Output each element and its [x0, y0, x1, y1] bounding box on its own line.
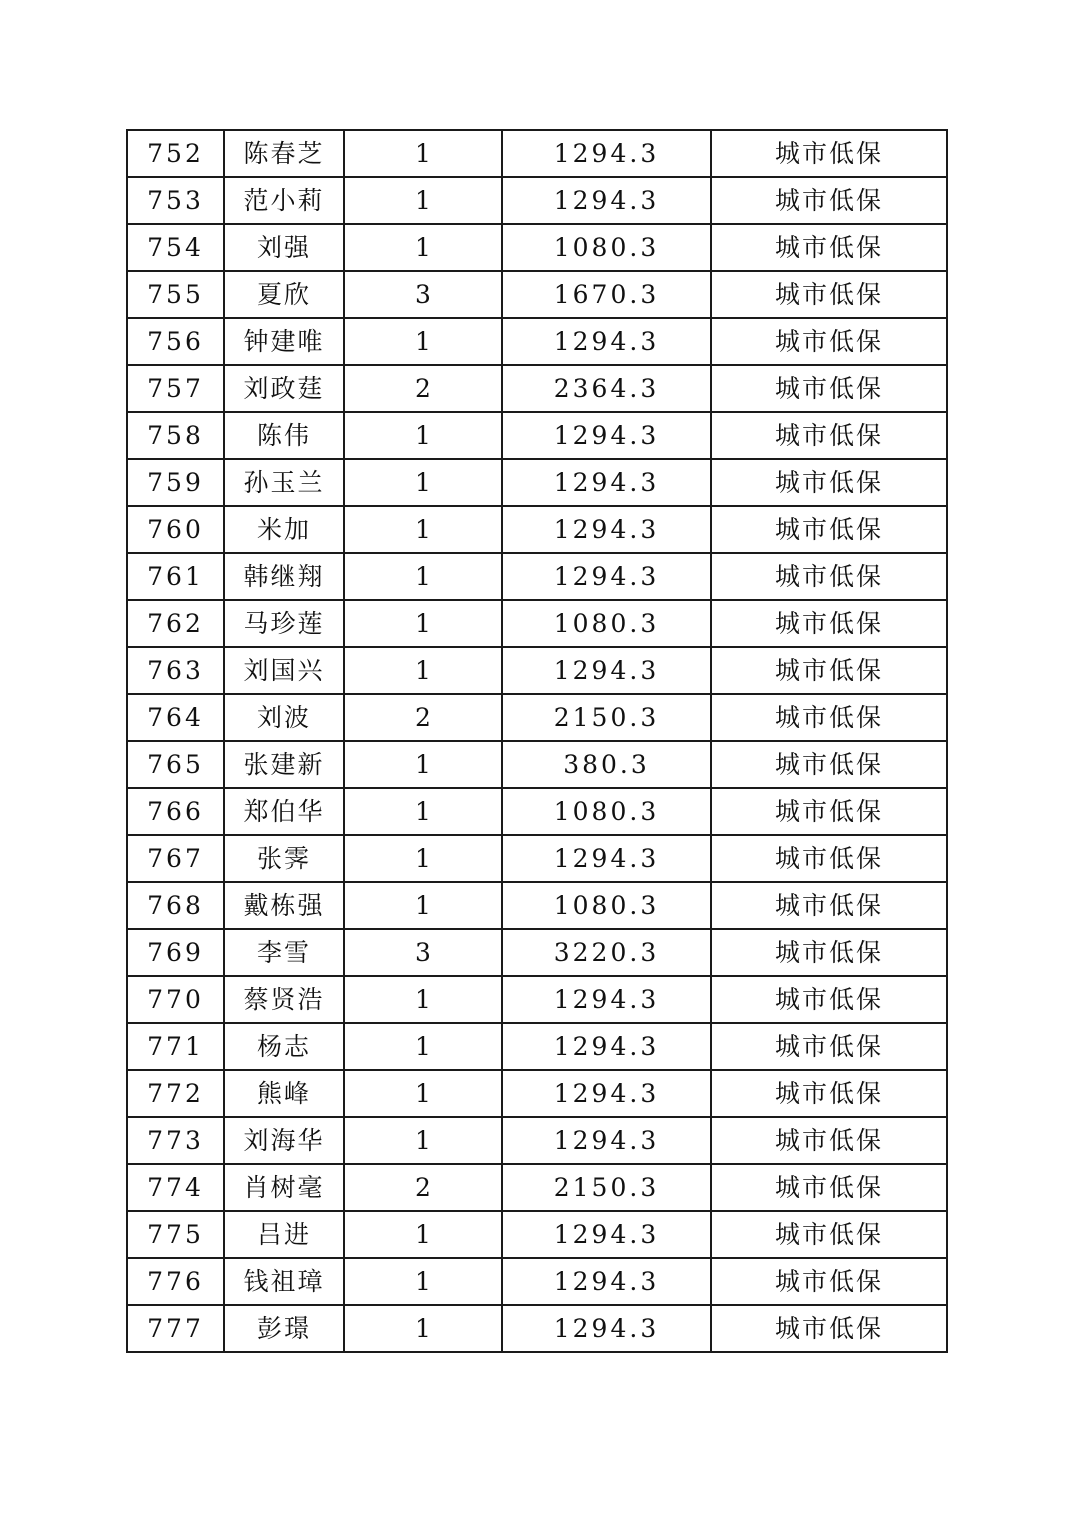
serial-number-cell: 757: [127, 365, 224, 412]
amount-cell: 1294.3: [502, 553, 711, 600]
household-size-cell: 1: [344, 177, 502, 224]
name-cell: 孙玉兰: [224, 459, 344, 506]
name-cell: 杨志: [224, 1023, 344, 1070]
amount-cell: 1294.3: [502, 318, 711, 365]
amount-cell: 1294.3: [502, 177, 711, 224]
serial-number-cell: 765: [127, 741, 224, 788]
table-row: [127, 365, 947, 412]
household-size-cell: 1: [344, 1305, 502, 1352]
serial-number-cell: 753: [127, 177, 224, 224]
table-row: [127, 976, 947, 1023]
serial-number-cell: 764: [127, 694, 224, 741]
name-cell: 刘政莛: [224, 365, 344, 412]
amount-cell: 3220.3: [502, 929, 711, 976]
household-size-cell: 3: [344, 929, 502, 976]
household-size-cell: 1: [344, 647, 502, 694]
amount-cell: 1294.3: [502, 130, 711, 177]
table-row: [127, 835, 947, 882]
name-cell: 张霁: [224, 835, 344, 882]
name-cell: 陈伟: [224, 412, 344, 459]
name-cell: 刘海华: [224, 1117, 344, 1164]
assistance-type-cell: 城市低保: [711, 835, 947, 882]
serial-number-cell: 756: [127, 318, 224, 365]
amount-cell: 1080.3: [502, 600, 711, 647]
amount-cell: 1080.3: [502, 224, 711, 271]
beneficiary-table: [126, 129, 948, 1353]
amount-cell: 1294.3: [502, 1258, 711, 1305]
amount-cell: 2150.3: [502, 694, 711, 741]
name-cell: 米加: [224, 506, 344, 553]
amount-cell: 2150.3: [502, 1164, 711, 1211]
assistance-type-cell: 城市低保: [711, 976, 947, 1023]
household-size-cell: 1: [344, 882, 502, 929]
table-row: [127, 318, 947, 365]
amount-cell: 380.3: [502, 741, 711, 788]
amount-cell: 1080.3: [502, 882, 711, 929]
name-cell: 郑伯华: [224, 788, 344, 835]
household-size-cell: 3: [344, 271, 502, 318]
serial-number-cell: 769: [127, 929, 224, 976]
name-cell: 李雪: [224, 929, 344, 976]
name-cell: 戴栋强: [224, 882, 344, 929]
serial-number-cell: 760: [127, 506, 224, 553]
table-row: [127, 1305, 947, 1352]
household-size-cell: 1: [344, 412, 502, 459]
serial-number-cell: 754: [127, 224, 224, 271]
household-size-cell: 1: [344, 741, 502, 788]
household-size-cell: 1: [344, 1023, 502, 1070]
table-row: [127, 459, 947, 506]
serial-number-cell: 771: [127, 1023, 224, 1070]
amount-cell: 1294.3: [502, 1305, 711, 1352]
table-row: [127, 271, 947, 318]
table-row: [127, 600, 947, 647]
amount-cell: 1080.3: [502, 788, 711, 835]
table-row: [127, 553, 947, 600]
serial-number-cell: 762: [127, 600, 224, 647]
assistance-type-cell: 城市低保: [711, 600, 947, 647]
assistance-type-cell: 城市低保: [711, 412, 947, 459]
household-size-cell: 1: [344, 130, 502, 177]
household-size-cell: 2: [344, 1164, 502, 1211]
table-row: [127, 1117, 947, 1164]
amount-cell: 1294.3: [502, 506, 711, 553]
household-size-cell: 1: [344, 1070, 502, 1117]
table-row: [127, 694, 947, 741]
amount-cell: 2364.3: [502, 365, 711, 412]
assistance-type-cell: 城市低保: [711, 130, 947, 177]
table-row: [127, 1023, 947, 1070]
serial-number-cell: 766: [127, 788, 224, 835]
assistance-type-cell: 城市低保: [711, 1164, 947, 1211]
assistance-type-cell: 城市低保: [711, 788, 947, 835]
name-cell: 蔡贤浩: [224, 976, 344, 1023]
name-cell: 范小莉: [224, 177, 344, 224]
household-size-cell: 1: [344, 1211, 502, 1258]
table-row: [127, 412, 947, 459]
table-row: [127, 882, 947, 929]
name-cell: 钱祖璋: [224, 1258, 344, 1305]
serial-number-cell: 773: [127, 1117, 224, 1164]
household-size-cell: 1: [344, 976, 502, 1023]
name-cell: 吕进: [224, 1211, 344, 1258]
name-cell: 陈春芝: [224, 130, 344, 177]
table-row: [127, 1211, 947, 1258]
serial-number-cell: 752: [127, 130, 224, 177]
table-row: [127, 1258, 947, 1305]
amount-cell: 1294.3: [502, 835, 711, 882]
assistance-type-cell: 城市低保: [711, 929, 947, 976]
amount-cell: 1294.3: [502, 459, 711, 506]
table-row: [127, 177, 947, 224]
serial-number-cell: 776: [127, 1258, 224, 1305]
amount-cell: 1294.3: [502, 1070, 711, 1117]
assistance-type-cell: 城市低保: [711, 647, 947, 694]
amount-cell: 1294.3: [502, 1211, 711, 1258]
household-size-cell: 1: [344, 224, 502, 271]
name-cell: 彭璟: [224, 1305, 344, 1352]
serial-number-cell: 755: [127, 271, 224, 318]
assistance-type-cell: 城市低保: [711, 1070, 947, 1117]
table-row: [127, 506, 947, 553]
amount-cell: 1294.3: [502, 1117, 711, 1164]
table-row: [127, 1070, 947, 1117]
assistance-type-cell: 城市低保: [711, 506, 947, 553]
table-row: [127, 130, 947, 177]
assistance-type-cell: 城市低保: [711, 1305, 947, 1352]
table-body: [127, 130, 947, 1352]
assistance-type-cell: 城市低保: [711, 224, 947, 271]
name-cell: 夏欣: [224, 271, 344, 318]
assistance-type-cell: 城市低保: [711, 177, 947, 224]
assistance-type-cell: 城市低保: [711, 694, 947, 741]
household-size-cell: 1: [344, 553, 502, 600]
serial-number-cell: 767: [127, 835, 224, 882]
name-cell: 钟建唯: [224, 318, 344, 365]
assistance-type-cell: 城市低保: [711, 882, 947, 929]
serial-number-cell: 772: [127, 1070, 224, 1117]
household-size-cell: 2: [344, 694, 502, 741]
household-size-cell: 1: [344, 459, 502, 506]
serial-number-cell: 775: [127, 1211, 224, 1258]
name-cell: 刘国兴: [224, 647, 344, 694]
table-row: [127, 224, 947, 271]
name-cell: 肖树毫: [224, 1164, 344, 1211]
amount-cell: 1294.3: [502, 1023, 711, 1070]
household-size-cell: 1: [344, 1117, 502, 1164]
household-size-cell: 2: [344, 365, 502, 412]
household-size-cell: 1: [344, 835, 502, 882]
table-row: [127, 741, 947, 788]
assistance-type-cell: 城市低保: [711, 1023, 947, 1070]
assistance-type-cell: 城市低保: [711, 459, 947, 506]
amount-cell: 1294.3: [502, 647, 711, 694]
household-size-cell: 1: [344, 1258, 502, 1305]
assistance-type-cell: 城市低保: [711, 365, 947, 412]
serial-number-cell: 763: [127, 647, 224, 694]
serial-number-cell: 774: [127, 1164, 224, 1211]
amount-cell: 1294.3: [502, 976, 711, 1023]
assistance-type-cell: 城市低保: [711, 741, 947, 788]
table-row: [127, 647, 947, 694]
serial-number-cell: 758: [127, 412, 224, 459]
table-row: [127, 929, 947, 976]
serial-number-cell: 768: [127, 882, 224, 929]
name-cell: 马珍莲: [224, 600, 344, 647]
serial-number-cell: 770: [127, 976, 224, 1023]
table-row: [127, 1164, 947, 1211]
household-size-cell: 1: [344, 506, 502, 553]
serial-number-cell: 761: [127, 553, 224, 600]
name-cell: 熊峰: [224, 1070, 344, 1117]
name-cell: 韩继翔: [224, 553, 344, 600]
serial-number-cell: 759: [127, 459, 224, 506]
household-size-cell: 1: [344, 600, 502, 647]
assistance-type-cell: 城市低保: [711, 271, 947, 318]
serial-number-cell: 777: [127, 1305, 224, 1352]
household-size-cell: 1: [344, 788, 502, 835]
assistance-type-cell: 城市低保: [711, 553, 947, 600]
assistance-type-cell: 城市低保: [711, 318, 947, 365]
assistance-type-cell: 城市低保: [711, 1211, 947, 1258]
amount-cell: 1670.3: [502, 271, 711, 318]
assistance-type-cell: 城市低保: [711, 1117, 947, 1164]
assistance-type-cell: 城市低保: [711, 1258, 947, 1305]
amount-cell: 1294.3: [502, 412, 711, 459]
name-cell: 刘波: [224, 694, 344, 741]
household-size-cell: 1: [344, 318, 502, 365]
table-row: [127, 788, 947, 835]
name-cell: 张建新: [224, 741, 344, 788]
name-cell: 刘强: [224, 224, 344, 271]
